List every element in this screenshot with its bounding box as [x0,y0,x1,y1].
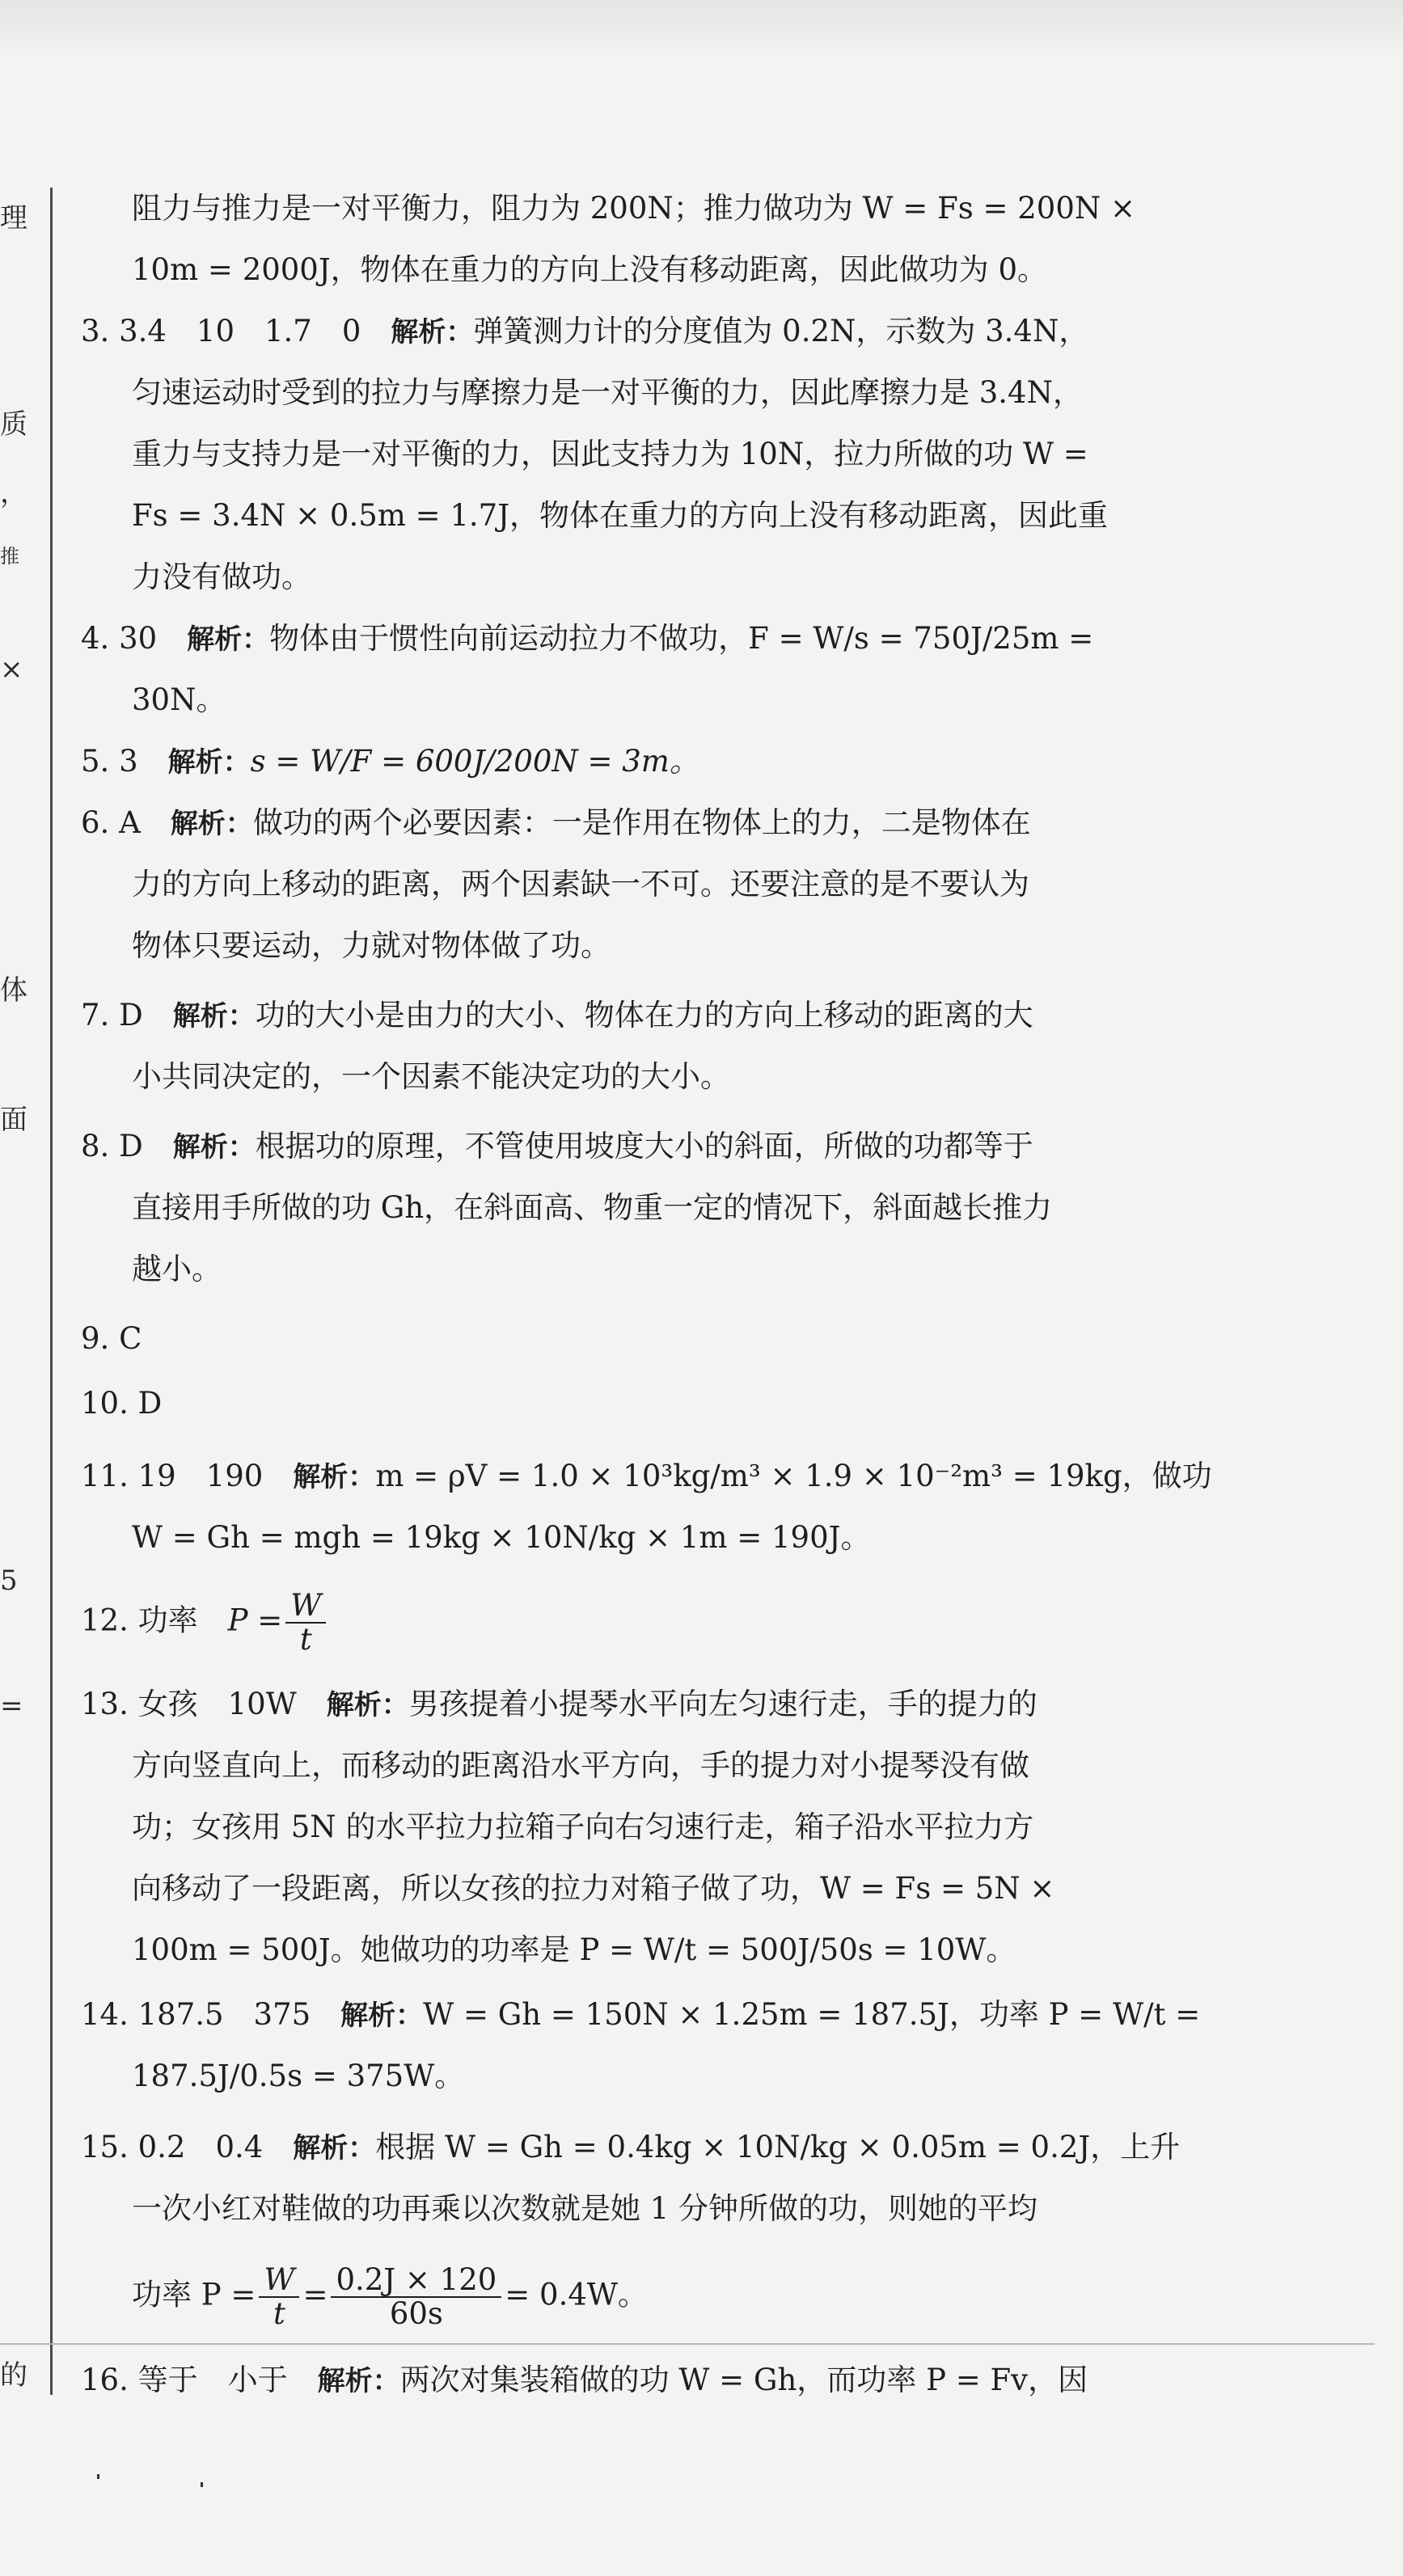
answer-line: 力的方向上移动的距离，两个因素缺一不可。还要注意的是不要认为 [132,867,1029,902]
margin-fragment: 推 [0,545,19,568]
item-number: 4. [81,621,110,656]
item-answer: 187.5 375 [137,1997,311,2032]
answer-item-14 [81,1994,1200,2037]
item-number: 14. [81,1997,129,2032]
answer-line: 100m = 500J。她做功的功率是 P = W/t = 500J/50s = 10W。 [132,1932,1016,1967]
answer-line: 方向竖直向上，而移动的距离沿水平方向，手的提力对小提琴没有做 [132,1748,1029,1783]
analysis-text: 根据功的原理，不管使用坡度大小的斜面，所做的功都等于 [255,1129,1033,1163]
item-answer: A [119,805,141,840]
analysis-label: 解析： [172,1131,256,1163]
answer-line: 一次小红对鞋做的功再乘以次数就是她 1 分钟所做的功，则她的平均 [132,2191,1038,2226]
scan-speck [201,2482,203,2487]
margin-fragment: = [0,1690,23,1722]
page-top-shadow [0,0,1403,57]
answer-item-11 [81,1455,1212,1498]
answer-line: 重力与支持力是一对平衡的力，因此支持力为 10N，拉力所做的功 W = [132,437,1088,471]
item-answer: 0.2 0.4 [137,2130,264,2164]
fraction-numerator: W [285,1590,326,1624]
answer-line: 功；女孩用 5N 的水平拉力拉箱子向右匀速行走，箱子沿水平拉力方 [132,1810,1034,1844]
item-answer: 19 190 [137,1459,264,1493]
item-number: 6. [81,805,110,840]
analysis-text: 功的大小是由力的大小、物体在力的方向上移动的距离的大 [255,998,1033,1033]
item-answer: 3 [119,744,138,779]
answer-line: 力没有做功。 [132,560,311,594]
margin-rule [50,188,53,2395]
item-answer: D [137,1386,163,1421]
value-fraction [331,2264,501,2330]
margin-fragment: 5 [0,1565,18,1597]
analysis-text: 根据 W = Gh = 0.4kg × 10N/kg × 0.05m = 0.2J，上升 [375,2130,1181,2164]
margin-fragment: 的 [0,2359,27,2392]
answer-item-16 [81,2359,1088,2402]
margin-fragment: × [0,653,23,686]
fraction-denominator: t [299,1622,312,1657]
item-number: 13. [81,1687,129,1721]
answer-item-8 [81,1125,1033,1168]
item-number: 10. [81,1386,129,1421]
answer-line: 小共同决定的，一个因素不能决定功的大小。 [132,1059,730,1094]
power-formula-lhs: P = [227,1603,283,1638]
analysis-text: 物体由于惯性向前运动拉力不做功，F = W/s = 750J/25m = [269,621,1094,656]
item-answer: D [119,1129,143,1163]
answer-line: 越小。 [132,1252,222,1286]
answer-line: 30N。 [132,682,226,717]
fraction-denominator: t [273,2296,285,2331]
item-number: 5. [81,744,110,779]
analysis-label: 解析： [187,623,270,656]
analysis-label: 解析： [293,2132,376,2164]
analysis-text: 男孩提着小提琴水平向左匀速行走，手的提力的 [408,1687,1037,1721]
answer-item-9 [81,1318,142,1360]
margin-fragment: 体 [0,974,27,1007]
fraction-numerator: W [259,2264,299,2298]
answer-line: Fs = 3.4N × 0.5m = 1.7J，物体在重力的方向上没有移动距离，因此重 [132,498,1109,533]
item-number: 3. [81,314,110,348]
equals-sign: = [302,2277,328,2312]
power-fraction [259,2264,299,2330]
item-number: 15. [81,2130,129,2164]
analysis-label: 解析： [293,1461,376,1493]
analysis-text: m = ρV = 1.0 × 10³kg/m³ × 1.9 × 10⁻²m³ = 19kg，做功 [375,1459,1212,1493]
item-number: 16. [81,2363,129,2397]
analysis-text: s = W/F = 600J/200N = 3m。 [250,744,699,779]
answer-item-10 [81,1383,162,1425]
margin-fragment: 质 [0,408,27,441]
item-number: 8. [81,1129,110,1163]
answer-line: 向移动了一段距离，所以女孩的拉力对箱子做了功，W = Fs = 5N × [132,1871,1055,1906]
answer-line: 物体只要运动，力就对物体做了功。 [132,928,611,963]
answer-line: 匀速运动时受到的拉力与摩擦力是一对平衡的力，因此摩擦力是 3.4N， [132,375,1083,410]
analysis-text: 弹簧测力计的分度值为 0.2N，示数为 3.4N， [473,314,1089,348]
analysis-label: 解析： [170,808,253,840]
analysis-label: 解析： [340,2000,424,2032]
answer-line: W = Gh = mgh = 19kg × 10N/kg × 1m = 190J。 [132,1520,871,1555]
answer-item-7 [81,995,1033,1037]
analysis-text: W = Gh = 150N × 1.25m = 187.5J，功率 P = W/t = [423,1997,1201,2032]
margin-fragment: 理 [0,202,27,234]
item-answer: C [119,1321,142,1356]
item-number: 12. [81,1603,129,1638]
answer-line: 10m = 2000J，物体在重力的方向上没有移动距离，因此做功为 0。 [132,252,1047,287]
analysis-label: 解析： [172,1000,256,1033]
item-answer: 等于 小于 [137,2363,288,2397]
scan-speck [97,2474,99,2479]
margin-fragment: ， [0,477,27,509]
answer-line: 阻力与推力是一对平衡力，阻力为 200N；推力做功为 W = Fs = 200N × [132,191,1136,226]
page-fold-line [0,2343,1375,2345]
item-answer: 3.4 10 1.7 0 [119,314,361,348]
item-number: 7. [81,998,110,1033]
item-answer: 功率 [137,1603,198,1638]
answer-item-3 [81,310,1088,353]
answer-item-12 [81,1590,329,1656]
answer-item-6 [81,802,1031,845]
analysis-text: 两次对集装箱做的功 W = Gh，而功率 P = Fv，因 [399,2363,1088,2397]
analysis-label: 解析： [167,746,251,779]
fraction-numerator: 0.2J × 120 [331,2264,501,2298]
margin-fragment: 面 [0,1104,27,1136]
item-answer: 30 [119,621,158,656]
power-result: = 0.4W。 [505,2277,648,2312]
answer-item-5 [81,741,699,783]
item-number: 11. [81,1459,129,1493]
analysis-label: 解析： [317,2365,400,2397]
answer-item-15 [81,2126,1180,2169]
answer-item-13 [81,1683,1037,1726]
answer-line-fraction [132,2264,648,2330]
power-text: 功率 P = [132,2277,256,2312]
answer-item-4 [81,618,1093,661]
item-number: 9. [81,1321,110,1356]
item-answer: 女孩 10W [137,1687,297,1721]
analysis-label: 解析： [391,316,474,348]
analysis-text: 做功的两个必要因素：一是作用在物体上的力，二是物体在 [252,805,1031,840]
fraction-denominator: 60s [389,2296,443,2331]
item-answer: D [119,998,143,1033]
power-fraction [285,1590,326,1656]
answer-line: 直接用手所做的功 Gh，在斜面高、物重一定的情况下，斜面越长推力 [132,1190,1053,1225]
answer-line: 187.5J/0.5s = 375W。 [132,2059,465,2093]
analysis-label: 解析： [326,1689,409,1721]
